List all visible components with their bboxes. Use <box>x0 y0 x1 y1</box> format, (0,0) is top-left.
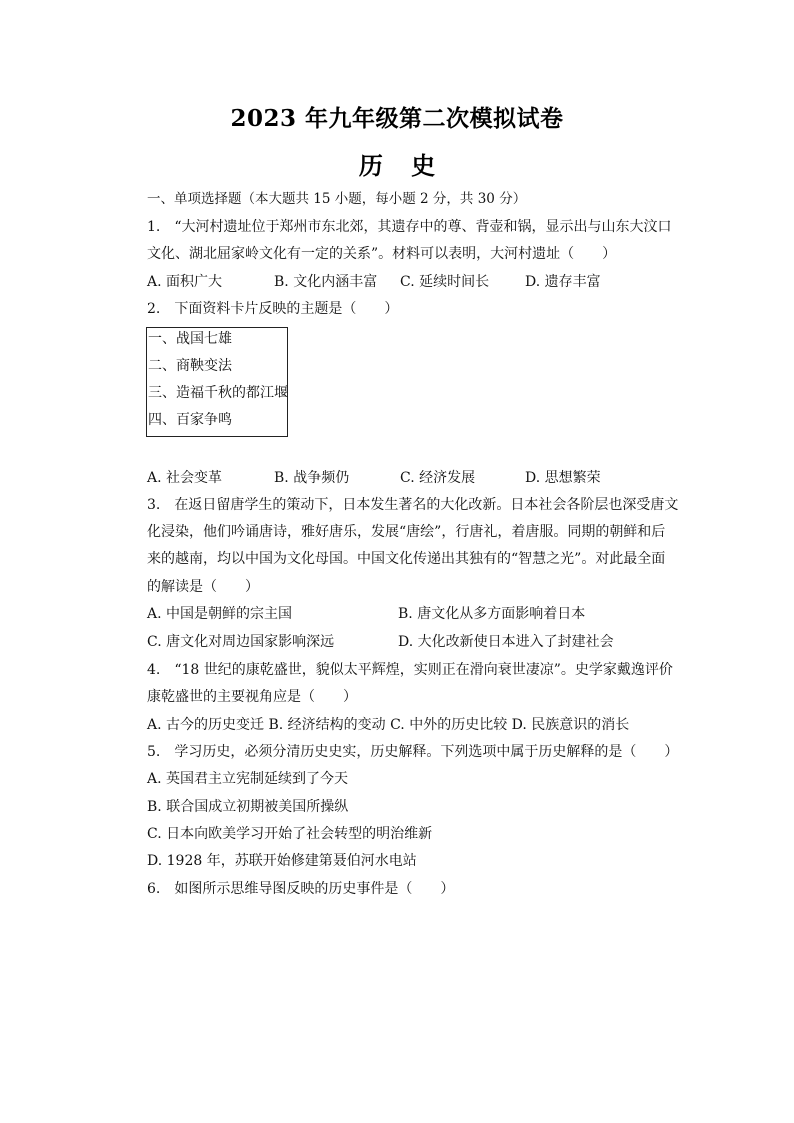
question-3-line-3: 来的越南，均以中国为文化母国。中国文化传递出其独有的“智慧之光”。对此最全面 <box>147 551 666 567</box>
question-1-option-c: C. 延续时间长 <box>400 274 490 290</box>
question-4-line-2: 康乾盛世的主要视角应是（ ） <box>147 689 357 705</box>
question-2-option-c: C. 经济发展 <box>400 470 476 486</box>
question-3-option-b: B. 唐文化从多方面影响着日本 <box>398 606 586 622</box>
question-3-option-d: D. 大化改新使日本进入了封建社会 <box>398 634 614 650</box>
question-2-option-d: D. 思想繁荣 <box>525 470 601 486</box>
question-4-line-1: 4. “18 世纪的康乾盛世，貌似太平辉煌，实则正在滑向衰世凄凉”。史学家戴逸评价 <box>147 662 673 678</box>
question-5-line-1: 5. 学习历史，必须分清历史史实，历史解释。下列选项中属于历史解释的是（ ） <box>147 744 679 760</box>
card-item-1: 一、战国七雄 <box>148 331 232 347</box>
question-3-line-2: 化浸染，他们吟诵唐诗，雅好唐乐，发展“唐绘”，行唐礼，着唐服。同期的朝鲜和后 <box>147 524 666 540</box>
card-item-3: 三、造福千秋的都江堰 <box>148 385 288 401</box>
question-5-option-a: A. 英国君主立宪制延续到了今天 <box>147 771 349 787</box>
question-1-option-b: B. 文化内涵丰富 <box>274 274 378 290</box>
question-1-option-d: D. 遗存丰富 <box>525 274 601 290</box>
question-2-option-a: A. 社会变革 <box>147 470 223 486</box>
section-heading: 一、单项选择题（本大题共 15 小题，每小题 2 分，共 30 分） <box>147 191 527 207</box>
question-5-option-c: C. 日本向欧美学习开始了社会转型的明治维新 <box>147 826 433 842</box>
question-5-option-d: D. 1928 年，苏联开始修建第聂伯河水电站 <box>147 853 417 869</box>
question-1-line-2: 文化、湖北屈家岭文化有一定的关系”。材料可以表明，大河村遗址（ ） <box>147 246 617 262</box>
question-4-options: A. 古今的历史变迁 B. 经济结构的变动 C. 中外的历史比较 D. 民族意识的消长 <box>147 717 630 733</box>
question-3-option-a: A. 中国是朝鲜的宗主国 <box>147 606 293 622</box>
question-1-option-a: A. 面积广大 <box>147 274 223 290</box>
card-item-2: 二、商鞅变法 <box>148 358 232 374</box>
question-3-line-4: 的解读是（ ） <box>147 579 259 595</box>
card-item-4: 四、百家争鸣 <box>148 412 232 428</box>
subject-title: 历 史 <box>358 151 446 180</box>
question-3-option-c: C. 唐文化对周边国家影响深远 <box>147 634 335 650</box>
resource-card <box>146 327 288 437</box>
question-2-option-b: B. 战争频仍 <box>274 470 350 486</box>
exam-title: 2023 年九年级第二次模拟试卷 <box>230 105 564 132</box>
question-2-line-1: 2. 下面资料卡片反映的主题是（ ） <box>147 301 399 317</box>
question-6-line-1: 6. 如图所示思维导图反映的历史事件是（ ） <box>147 881 455 897</box>
question-5-option-b: B. 联合国成立初期被美国所操纵 <box>147 799 349 815</box>
question-3-line-1: 3. 在返日留唐学生的策动下，日本发生著名的大化改新。日本社会各阶层也深受唐文 <box>147 497 679 513</box>
question-1-line-1: 1. “大河村遗址位于郑州市东北郊，其遗存中的尊、背壶和锅，显示出与山东大汶口 <box>147 219 672 235</box>
